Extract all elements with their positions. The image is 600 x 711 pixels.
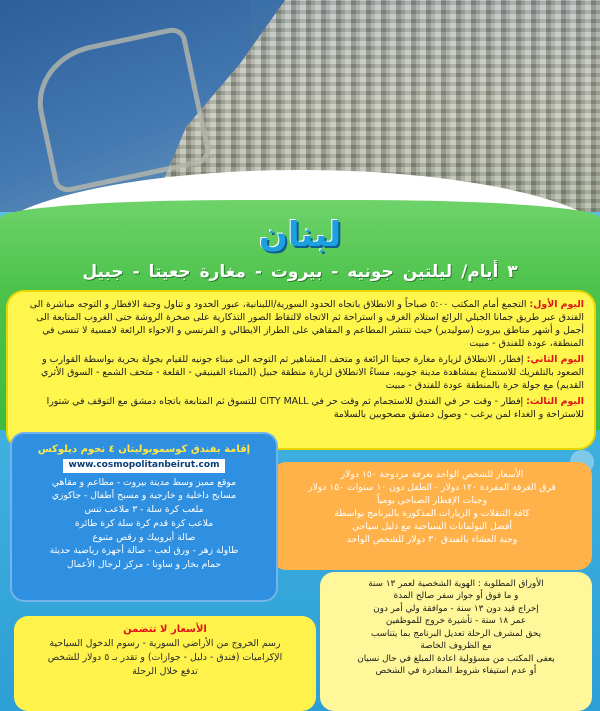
- documents-box: [320, 572, 592, 711]
- hotel-feature: مسابح داخلية و خارجية و مسبح أطفال - جاكوزي: [51, 490, 237, 502]
- day-three-text: إفطار - وقت حر في الفندق للاستجمام ثم وقت حر في CITY MALL للتسوق ثم المتابعة باتجاه دمشق مع التوقف في شتورا للاستراحة و الغداء لمن يرغب - وصول دمشق مصحوبين بالسلامة: [46, 395, 584, 420]
- hotel-feature: صالة أيروبيك و رقص متنوع: [92, 531, 196, 543]
- documents-line: الأوراق المطلوبة : الهوية الشخصية لعمر ١٣ سنة: [368, 579, 544, 589]
- day-three: [18, 396, 584, 422]
- day-two-label: اليوم الثاني:: [526, 353, 584, 365]
- price-line: وجبات الإفطار الصباحي يومياً: [376, 495, 488, 507]
- day-three-label: اليوم الثالث:: [526, 395, 584, 407]
- excluded-box: [14, 616, 316, 711]
- documents-line: و ما فوق أو جواز سفر صالح المدة: [393, 591, 519, 602]
- hotel-title: إقامة بفندق كوسموبوليتان ٤ نجوم ديلوكس: [37, 444, 251, 455]
- trip-subtitle: ٣ أيام/ ليلتين جونيه - بيروت - مغارة جعيتا - جبيل: [82, 262, 518, 282]
- price-line: وجبة العشاء بالفندق ٣٠ دولار للشخص الواحد: [346, 534, 518, 546]
- page-title: لبنان: [258, 215, 342, 255]
- day-one: [18, 299, 584, 351]
- hotel-website-link[interactable]: www.cosmopolitanbeirut.com: [63, 459, 226, 473]
- price-line: فرق الغرفة المفردة ١٢٠ دولار - الطفل دون ١٠ سنوات ١٥٠ دولار: [308, 482, 556, 494]
- day-one-text: التجمع أمام المكتب ٥:٠٠ صباحاً و الانطلاق باتجاه الحدود السورية/اللبنانية، عبور الحدود و تناول وجبة الافطار و التوجه مباشرة الى الفندق عبر طريق جمانا الجبلي الرائع استلام الغرف و استراحة ثم الاتجاه لالتقاط الصور التذكارية على صخرة الروشة حتى الغروب المتابعة الى أجمل و أشهر مناطق بيروت (سوليدير) حيث تنتشر المطاعم و المقاهي على الطراز الايطالي و الفرنسي و الاجواء الرائعة لامسية لا تنسى في المنطقة، عودة للفندق - مبيت: [29, 299, 584, 349]
- hotel-feature: ملاعب كرة قدم كرة سلة كرة طائرة: [74, 517, 214, 529]
- beirut-aerial-photo: [0, 0, 600, 212]
- excluded-title: الأسعار لا تتضمن: [123, 624, 207, 635]
- price-line: الأسعار للشخص الواحد بغرفة مزدوجة ١٥٠ دولار: [340, 469, 524, 480]
- price-line: أفضل البولمانات السياحية مع دليل سياحي: [352, 521, 512, 533]
- prices-box: [272, 462, 592, 570]
- day-one-label: اليوم الأول:: [529, 299, 584, 310]
- excluded-line: الإكراميات (فندق - دليل - جوازات) و تقدر بـ ٥ دولار للشخص: [47, 652, 283, 664]
- itinerary-box: [6, 290, 596, 450]
- hotel-feature: حمام بخار و ساونا - مركز لرجال الأعمال: [66, 559, 222, 571]
- documents-line: يعفى المكتب من مسؤولية اعادة المبلغ في حال نسيان: [357, 653, 555, 664]
- documents-line: يحق لمشرف الرحلة تعديل البرنامج بما يتناسب: [370, 628, 542, 639]
- hotel-feature: ملعب كرة سلة - ٣ ملاعب تنس: [84, 504, 204, 516]
- excluded-line: رسم الخروج من الأراضي السورية - رسوم الدخول السياحية: [49, 638, 281, 649]
- hotel-feature: موقع مميز وسط مدينة بيروت - مطاعم و مقاهي: [51, 476, 237, 488]
- documents-line: عمر ١٨ سنة - تأشيرة خروج للموظفين: [385, 616, 527, 627]
- price-line: كافة التنقلات و الزيارات المذكورة بالبرنامج بواسطة: [334, 508, 530, 520]
- hotel-feature: طاولة زهر - ورق لعب - صالة أجهزة رياضية حديثة: [49, 545, 239, 557]
- documents-line: إخراج قيد دون ١٣ سنة - موافقة ولي أمر دون: [373, 603, 539, 614]
- hotel-box: [10, 432, 278, 602]
- documents-line: مع الظروف الخاصة: [420, 641, 492, 652]
- documents-line: أو عدم استيفاء شروط المغادرة في الشخص: [375, 666, 537, 677]
- excluded-line: تدفع خلال الرحلة: [132, 666, 198, 678]
- day-two-text: إفطار، الانطلاق لزيارة مغارة جعيتا الرائعة و متحف المشاهير ثم التوجه الى ميناء جونيه للقيام بجولة بحرية بواسطة القوارب و الصعود بالتلفريك للاستمتاع بمشاهدة مدينة جونيه، مساءً الانطلاق لزيارة منطقة جبيل (الميناء الفينيقي - القلعة - متحف الشمع - السوق الأثري القديم) مع جولة حرة بالمنطقة عودة للفندق - مبيت: [41, 353, 584, 391]
- day-two: [18, 354, 584, 393]
